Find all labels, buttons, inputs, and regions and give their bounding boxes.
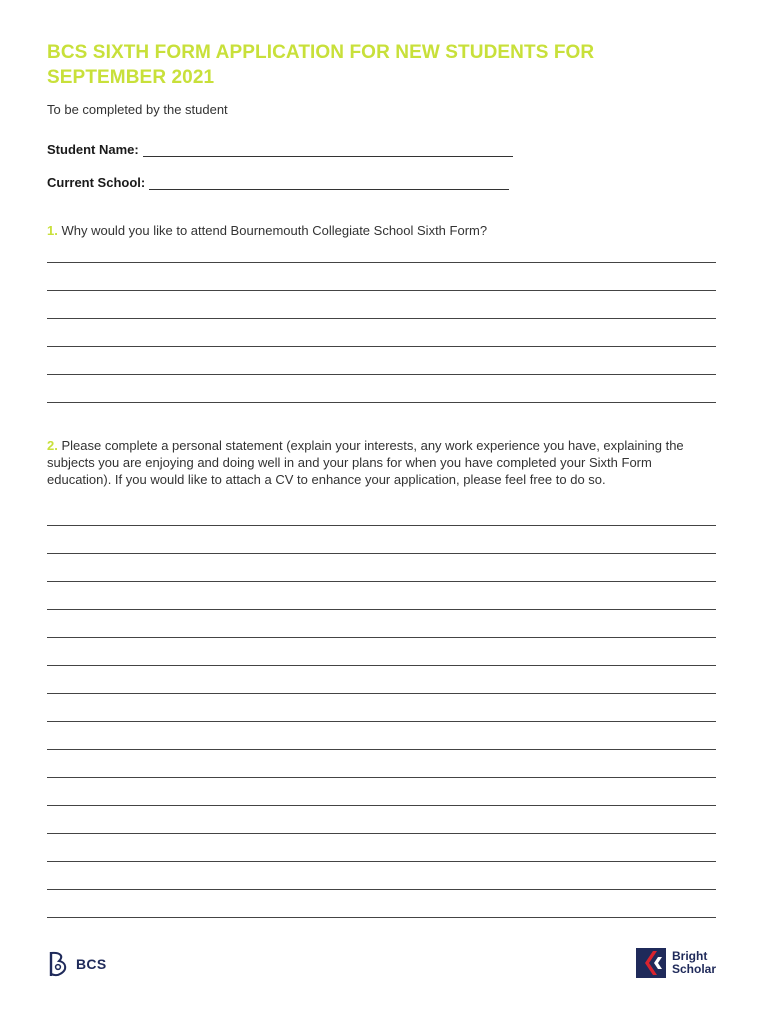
student-name-label: Student Name: — [47, 142, 139, 157]
answer-line[interactable] — [47, 553, 716, 554]
question-2-number: 2. — [47, 438, 58, 453]
bcs-logo — [48, 950, 106, 978]
bcs-crest-icon — [48, 950, 72, 978]
answer-line[interactable] — [47, 777, 716, 778]
brand-line-2: Scholar — [672, 962, 717, 976]
answer-line[interactable] — [47, 665, 716, 666]
form-title: BCS SIXTH FORM APPLICATION FOR NEW STUDENTS FOR SEPTEMBER 2021 — [47, 42, 595, 88]
current-school-label: Current School: — [47, 175, 146, 190]
answer-line[interactable] — [47, 917, 716, 918]
question-1 — [47, 222, 717, 239]
current-school-field — [47, 175, 509, 190]
answer-line[interactable] — [47, 262, 716, 263]
answer-line[interactable] — [47, 637, 716, 638]
bright-scholar-wordmark — [672, 950, 716, 976]
bcs-logo-text: BCS — [76, 956, 107, 972]
answer-line[interactable] — [47, 833, 716, 834]
answer-line[interactable] — [47, 581, 716, 582]
student-name-input-line[interactable] — [143, 144, 513, 157]
answer-line[interactable] — [47, 889, 716, 890]
answer-line[interactable] — [47, 693, 716, 694]
answer-line[interactable] — [47, 346, 716, 347]
answer-line[interactable] — [47, 290, 716, 291]
current-school-input-line[interactable] — [149, 177, 509, 190]
brand-line-1: Bright — [672, 949, 708, 963]
answer-line[interactable] — [47, 749, 716, 750]
question-2-text: Please complete a personal statement (explain your interests, any work experience you have, explaining the subjects you are enjoying and doing well in and your plans for when you have completed your Sixth Form education). If you would like to attach a CV to enhance your application, please feel free to do so. — [47, 438, 684, 487]
answer-line[interactable] — [47, 374, 716, 375]
answer-line[interactable] — [47, 402, 716, 403]
answer-line[interactable] — [47, 721, 716, 722]
intro-text: To be completed by the student — [47, 102, 228, 117]
answer-line[interactable] — [47, 318, 716, 319]
answer-line[interactable] — [47, 805, 716, 806]
student-name-field — [47, 142, 513, 157]
question-1-number: 1. — [47, 223, 58, 238]
question-1-text: Why would you like to attend Bournemouth Collegiate School Sixth Form? — [61, 223, 488, 238]
question-2 — [47, 437, 717, 488]
answer-line[interactable] — [47, 609, 716, 610]
bright-scholar-emblem-icon — [636, 948, 666, 978]
bright-scholar-logo — [636, 948, 716, 978]
answer-line[interactable] — [47, 861, 716, 862]
answer-line[interactable] — [47, 525, 716, 526]
